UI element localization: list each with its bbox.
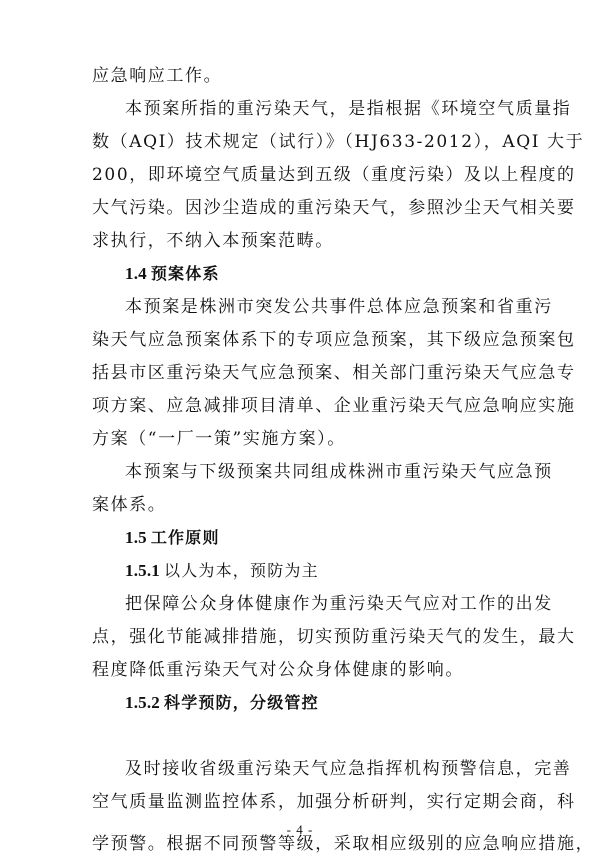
paragraph-line: 本预案与下级预案共同组成株洲市重污染天气应急预 bbox=[125, 462, 553, 482]
paragraph-line: 求执行，不纳入本预案范畴。 bbox=[92, 231, 334, 251]
paragraph-line: 案体系。 bbox=[92, 495, 167, 515]
subsection-heading bbox=[125, 561, 319, 581]
paragraph-line: 大气污染。因沙尘造成的重污染天气，参照沙尘天气相关要 bbox=[92, 198, 576, 218]
paragraph-line: 数（AQI）技术规定（试行）》（HJ633-2012），AQI 大于 bbox=[92, 132, 585, 152]
paragraph-line: 点，强化节能减排措施，切实预防重污染天气的发生，最大 bbox=[92, 627, 576, 647]
paragraph-line: 及时接收省级重污染天气应急指挥机构预警信息，完善 bbox=[125, 759, 572, 779]
subsection-heading bbox=[125, 693, 319, 713]
section-number: 1.5.1 bbox=[125, 561, 160, 580]
paragraph-line: 染天气应急预案体系下的专项应急预案，其下级应急预案包 bbox=[92, 330, 576, 350]
page-number: - 4 - bbox=[286, 822, 314, 837]
paragraph-line: 本预案所指的重污染天气，是指根据《环境空气质量指 bbox=[125, 99, 572, 119]
paragraph-line: 应急响应工作。 bbox=[92, 66, 223, 86]
paragraph-line: 方案（“一厂一策”实施方案）。 bbox=[92, 429, 346, 449]
section-number: 1.4 bbox=[125, 264, 147, 283]
section-title: 以人为本，预防为主 bbox=[164, 561, 319, 580]
paragraph-line: 学预警。根据不同预警等级，采取相应级别的应急响应措施， bbox=[92, 834, 595, 854]
section-number: 1.5.2 bbox=[125, 693, 160, 712]
paragraph-line: 程度降低重污染天气对公众身体健康的影响。 bbox=[92, 660, 464, 680]
paragraph-line: 200，即环境空气质量达到五级（重度污染）及以上程度的 bbox=[92, 165, 576, 185]
paragraph-line: 括县市区重污染天气应急预案、相关部门重污染天气应急专 bbox=[92, 363, 576, 383]
section-number: 1.5 bbox=[125, 528, 147, 547]
section-title: 预案体系 bbox=[150, 264, 220, 283]
section-title: 科学预防，分级管控 bbox=[164, 693, 319, 712]
paragraph-line: 把保障公众身体健康作为重污染天气应对工作的出发 bbox=[125, 594, 553, 614]
section-heading bbox=[125, 264, 220, 284]
section-title: 工作原则 bbox=[150, 528, 220, 547]
paragraph-line: 本预案是株洲市突发公共事件总体应急预案和省重污 bbox=[125, 297, 553, 317]
section-heading bbox=[125, 528, 220, 548]
paragraph-line: 空气质量监测监控体系，加强分析研判，实行定期会商，科 bbox=[92, 792, 576, 812]
paragraph-line: 项方案、应急减排项目清单、企业重污染天气应急响应实施 bbox=[92, 396, 576, 416]
